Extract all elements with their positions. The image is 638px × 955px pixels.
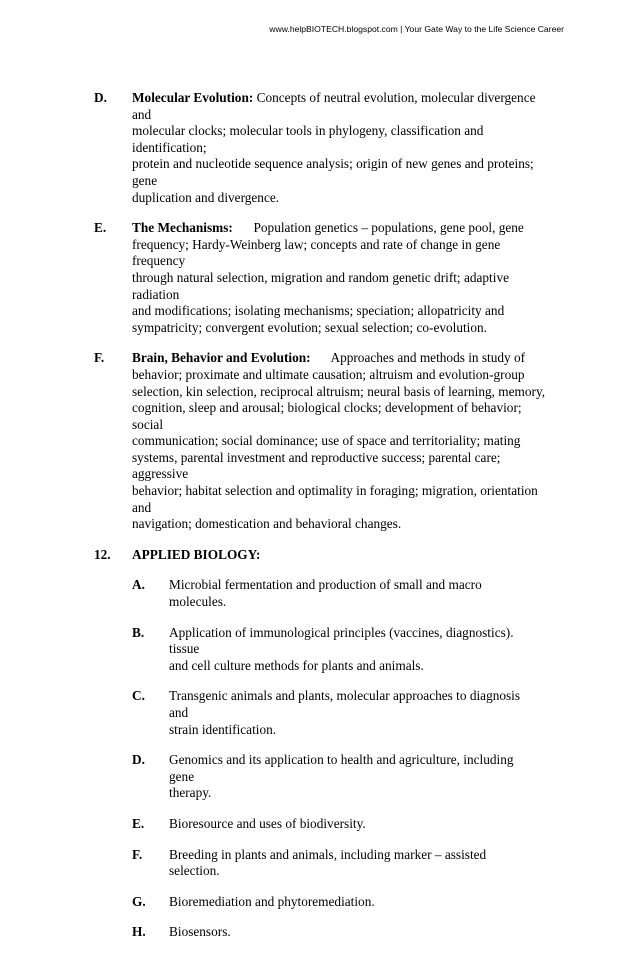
item-text — [169, 688, 554, 738]
item-label: D. — [132, 752, 145, 768]
text-line: strain identification. — [169, 721, 277, 737]
item-text — [169, 847, 554, 880]
section-title: APPLIED BIOLOGY: — [132, 546, 261, 562]
list-item — [132, 577, 554, 610]
item-text — [169, 924, 554, 941]
section-d — [94, 90, 554, 206]
text-line: and modifications; isolating mechanisms; speciation; allopatricity and — [132, 303, 505, 319]
item-label: F. — [132, 846, 143, 862]
text-line: navigation; domestication and behavioral changes. — [132, 516, 402, 532]
list-item — [132, 625, 554, 675]
list-item — [132, 847, 554, 880]
section-text — [132, 90, 554, 206]
section-label: E. — [94, 220, 107, 236]
text-line: Bioremediation and phytoremediation. — [169, 893, 375, 909]
text-line: therapy. — [169, 785, 212, 801]
text-line: Transgenic animals and plants, molecular approaches to diagnosis and — [169, 688, 521, 720]
text-line: Biosensors. — [169, 924, 231, 940]
item-text — [169, 625, 554, 675]
text-line: behavior; proximate and ultimate causation; altruism and evolution-group — [132, 366, 525, 382]
document-body — [94, 90, 554, 955]
text-line: protein and nucleotide sequence analysis; origin of new genes and proteins; gene — [132, 156, 534, 188]
text-line: sympatricity; convergent evolution; sexual selection; co-evolution. — [132, 319, 487, 335]
text-line: Concepts of neutral evolution, molecular divergence and — [132, 90, 536, 122]
section-title: Molecular Evolution: — [132, 90, 254, 105]
item-label: A. — [132, 577, 145, 593]
item-label: B. — [132, 624, 145, 640]
section-title: Brain, Behavior and Evolution: — [132, 350, 311, 366]
item-label: C. — [132, 688, 145, 704]
list-item — [132, 894, 554, 911]
text-line: Approaches and methods in study of — [330, 350, 526, 366]
item-text — [169, 752, 554, 802]
item-text — [169, 894, 554, 911]
list-item — [132, 924, 554, 941]
text-line: and cell culture methods for plants and animals. — [169, 657, 424, 673]
section-text — [132, 350, 554, 533]
text-line: duplication and divergence. — [132, 189, 280, 205]
item-label: G. — [132, 893, 146, 909]
section-text — [132, 220, 554, 336]
text-line: Breeding in plants and animals, including marker – assisted selection. — [169, 846, 487, 879]
list-item — [132, 816, 554, 833]
text-line: communication; social dominance; use of space and territoriality; mating — [132, 433, 521, 449]
section-label: F. — [94, 350, 105, 366]
text-line: Population genetics – populations, gene pool, gene — [253, 220, 524, 236]
section-heading-applied-biology — [94, 547, 554, 564]
text-line: Application of immunological principles (vaccines, diagnostics). tissue — [169, 624, 514, 657]
section-title: The Mechanisms: — [132, 220, 233, 236]
section-f — [94, 350, 554, 533]
text-line: Microbial fermentation and production of small and macro molecules. — [169, 577, 482, 610]
list-item — [132, 688, 554, 738]
text-line: Genomics and its application to health and agriculture, including gene — [169, 752, 514, 784]
text-line: molecular clocks; molecular tools in phylogeny, classification and identification; — [132, 123, 484, 155]
list-item — [132, 752, 554, 802]
text-line: selection, kin selection, reciprocal altruism; neural basis of learning, memory, — [132, 383, 546, 399]
text-line: behavior; habitat selection and optimality in foraging; migration, orientation and — [132, 483, 538, 515]
text-line: frequency; Hardy-Weinberg law; concepts and rate of change in gene frequency — [132, 236, 501, 269]
item-label: E. — [132, 815, 145, 831]
section-number: 12. — [94, 546, 111, 562]
section-e — [94, 220, 554, 336]
item-label: H. — [132, 924, 146, 940]
item-text — [169, 816, 554, 833]
text-line: through natural selection, migration and random genetic drift; adaptive radiation — [132, 269, 509, 302]
item-text — [169, 577, 554, 610]
text-line: Bioresource and uses of biodiversity. — [169, 815, 366, 831]
section-label: D. — [94, 90, 107, 105]
page-header: www.helpBIOTECH.blogspot.com | Your Gate Way to the Life Science Career — [269, 24, 564, 34]
text-line: systems, parental investment and reproductive success; parental care; aggressive — [132, 449, 501, 482]
text-line: cognition, sleep and arousal; biological clocks; development of behavior; social — [132, 400, 522, 432]
